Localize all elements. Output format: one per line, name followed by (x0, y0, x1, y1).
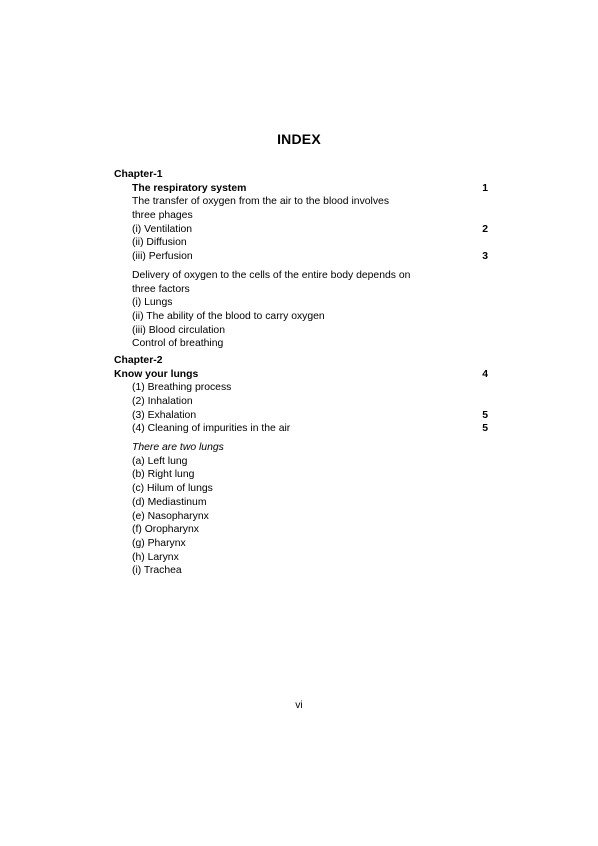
toc-note (114, 441, 488, 455)
entry-label: (d) Mediastinum (132, 496, 207, 508)
toc-entry (114, 250, 488, 264)
toc-entry (114, 537, 488, 551)
toc-entry (114, 236, 488, 250)
toc-entry (114, 496, 488, 510)
entry-label: (4) Cleaning of impurities in the air (132, 423, 291, 435)
toc-entry (114, 564, 488, 578)
toc-entry (114, 395, 488, 409)
toc-entry (114, 296, 488, 310)
toc-entry (114, 523, 488, 537)
toc-entry (114, 551, 488, 565)
page-number: 4 (482, 368, 488, 380)
section-title: Know your lungs (114, 368, 199, 380)
entry-label: (iii) Blood circulation (132, 324, 225, 336)
entry-label: (ii) Diffusion (132, 237, 187, 249)
chapter-heading (114, 168, 488, 182)
page-folio: vi (295, 700, 303, 711)
delivery-line: three factors (132, 283, 190, 295)
index-content (114, 168, 488, 578)
entry-label: (i) Lungs (132, 297, 173, 309)
entry-label: (e) Nasopharynx (132, 510, 209, 522)
entry-label: (f) Oropharynx (132, 524, 199, 536)
toc-entry (114, 510, 488, 524)
toc-entry (114, 422, 488, 436)
toc-entry (114, 223, 488, 237)
entry-label: (2) Inhalation (132, 396, 193, 407)
page-number: 1 (482, 182, 488, 194)
entry-label: (1) Breathing process (132, 382, 232, 394)
lungs-note: There are two lungs (132, 442, 224, 454)
intro-line: The transfer of oxygen from the air to the blood involves (132, 196, 390, 208)
entry-label: (h) Larynx (132, 551, 179, 563)
toc-entry (114, 468, 488, 482)
toc-entry (114, 409, 488, 423)
entry-label: (3) Exhalation (132, 409, 197, 421)
entry-label: (a) Left lung (132, 455, 188, 467)
toc-entry (114, 381, 488, 395)
chapter-heading (114, 354, 488, 368)
entry-label: (iii) Perfusion (132, 251, 193, 263)
page-number: 2 (482, 223, 488, 235)
entry-label: (i) Trachea (132, 565, 182, 577)
toc-entry (114, 310, 488, 324)
toc-text (114, 283, 488, 297)
delivery-line: Delivery of oxygen to the cells of the entire body depends on (132, 269, 411, 281)
entry-label: (ii) The ability of the blood to carry oxygen (132, 310, 325, 322)
toc-entry (114, 368, 488, 382)
toc-entry (114, 482, 488, 496)
page-number: 5 (482, 409, 488, 421)
entry-label: (c) Hilum of lungs (132, 483, 213, 495)
toc-entry (114, 455, 488, 469)
intro-line: three phages (132, 210, 193, 222)
toc-entry (114, 182, 488, 196)
chapter-1-heading: Chapter-1 (114, 169, 163, 180)
section-title: The respiratory system (132, 182, 247, 194)
toc-entry (114, 324, 488, 338)
toc-text (114, 195, 488, 209)
page-number: 5 (482, 423, 488, 435)
page-number: 3 (482, 251, 488, 263)
chapter-2-heading: Chapter-2 (114, 354, 163, 366)
entry-label: (i) Ventilation (132, 223, 193, 235)
entry-label: (g) Pharynx (132, 537, 186, 549)
toc-entry (114, 337, 488, 351)
entry-label: Control of breathing (132, 338, 224, 350)
page-title: INDEX (277, 131, 321, 147)
toc-text (114, 209, 488, 223)
toc-text (114, 269, 488, 283)
entry-label: (b) Right lung (132, 469, 195, 481)
